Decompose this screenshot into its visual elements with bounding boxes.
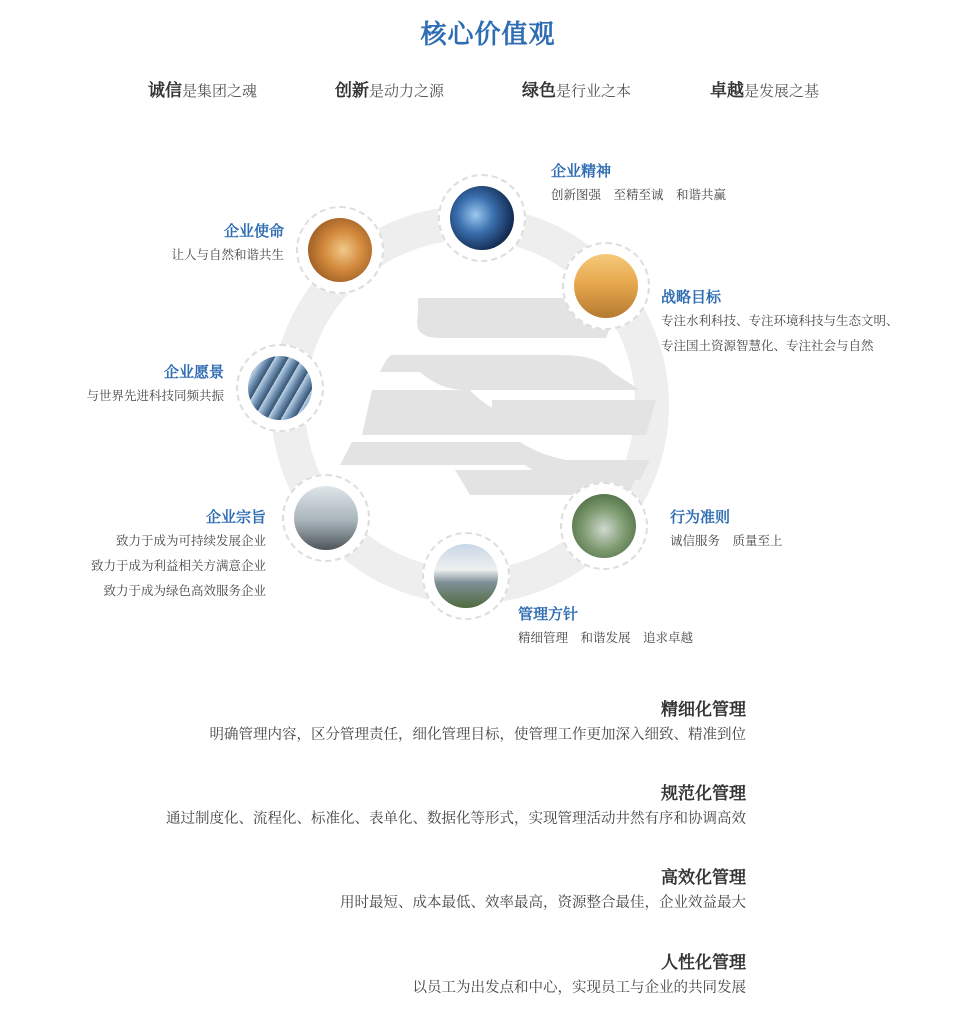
management-title: 规范化管理 — [661, 784, 746, 804]
conduct-node — [560, 482, 648, 570]
conduct-image — [572, 494, 636, 558]
policy-title: 管理方针 — [518, 605, 579, 623]
vision-label — [86, 361, 224, 408]
goal-title: 战略目标 — [661, 288, 722, 306]
goal-text: 专注水利科技、专注环境科技与生态文明、专注国土资源智慧化、专注社会与自然 — [661, 313, 899, 353]
spirit-image — [450, 186, 514, 250]
mission-title: 企业使命 — [223, 222, 284, 240]
management-item — [26, 951, 746, 1001]
policy-node — [422, 532, 510, 620]
vision-node — [236, 344, 324, 432]
value-text: 是动力之源 — [369, 82, 445, 100]
management-item — [26, 866, 746, 916]
management-title: 高效化管理 — [661, 868, 746, 888]
purpose-node — [282, 474, 370, 562]
management-item — [26, 782, 746, 832]
value-excellence — [710, 76, 819, 101]
spirit-label — [551, 160, 726, 207]
conduct-label — [670, 506, 783, 553]
value-innovation — [335, 76, 444, 101]
mission-label — [171, 220, 284, 267]
policy-text: 精细管理 和谐发展 追求卓越 — [518, 630, 694, 645]
spirit-text: 创新图强 至精至诚 和谐共赢 — [551, 187, 727, 202]
culture-diagram — [0, 150, 980, 670]
management-text: 明确管理内容，区分管理责任，细化管理目标，使管理工作更加深入细致、精准到位 — [209, 727, 746, 743]
conduct-text: 诚信服务 质量至上 — [670, 533, 783, 548]
value-integrity — [148, 76, 257, 101]
mission-node — [296, 206, 384, 294]
purpose-line: 致力于成为利益相关方满意企业 — [90, 558, 266, 573]
value-keyword: 诚信 — [148, 81, 182, 101]
management-text: 通过制度化、流程化、标准化、表单化、数据化等形式，实现管理活动井然有序和协调高效 — [166, 811, 746, 827]
value-text: 是集团之魂 — [182, 82, 258, 100]
purpose-image — [294, 486, 358, 550]
purpose-line: 致力于成为绿色高效服务企业 — [103, 583, 266, 598]
vision-text: 与世界先进科技同频共振 — [86, 388, 224, 403]
spirit-node — [438, 174, 526, 262]
value-green — [522, 76, 631, 101]
purpose-title: 企业宗旨 — [205, 508, 266, 526]
value-text: 是行业之本 — [556, 82, 632, 100]
page-title: 核心价值观 — [420, 20, 556, 50]
management-text: 用时最短、成本最低、效率最高，资源整合最佳，企业效益最大 — [340, 895, 746, 911]
policy-image — [434, 544, 498, 608]
spirit-title: 企业精神 — [551, 162, 612, 180]
core-values-row — [0, 76, 980, 102]
conduct-title: 行为准则 — [670, 508, 731, 526]
purpose-line: 致力于成为可持续发展企业 — [115, 533, 266, 548]
purpose-label — [91, 506, 266, 603]
goal-node — [562, 242, 650, 330]
value-keyword: 绿色 — [522, 81, 556, 101]
management-title: 人性化管理 — [661, 953, 746, 973]
policy-label — [518, 603, 693, 650]
management-item — [26, 698, 746, 748]
management-title: 精细化管理 — [661, 700, 746, 720]
management-text: 以员工为出发点和中心，实现员工与企业的共同发展 — [412, 980, 746, 996]
mission-image — [308, 218, 372, 282]
mission-text: 让人与自然和谐共生 — [171, 247, 284, 262]
value-keyword: 创新 — [335, 81, 369, 101]
goal-label — [661, 286, 909, 358]
value-keyword: 卓越 — [710, 81, 744, 101]
vision-title: 企业愿景 — [163, 363, 224, 381]
goal-image — [574, 254, 638, 318]
vision-image — [248, 356, 312, 420]
value-text: 是发展之基 — [744, 82, 820, 100]
